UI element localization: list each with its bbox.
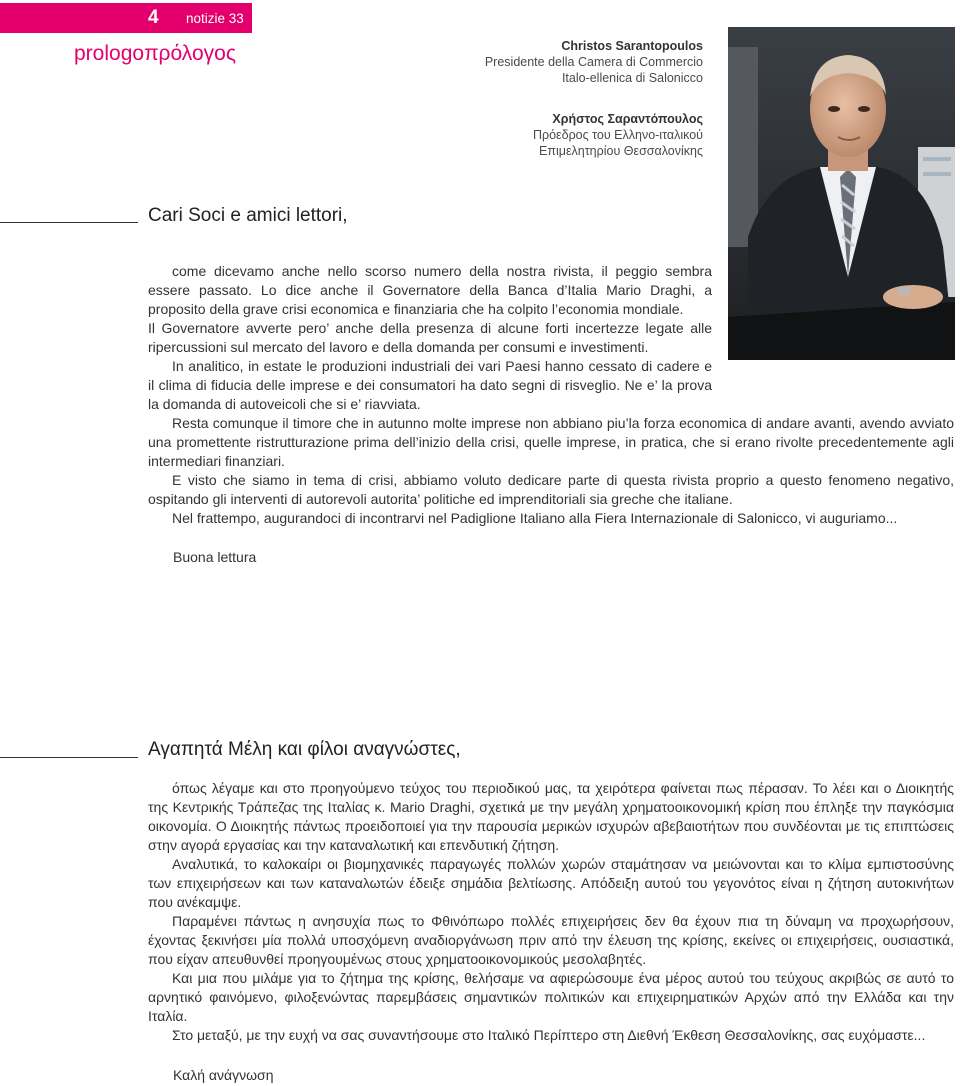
magazine-name: notizie 33 — [186, 11, 244, 26]
signature-greek — [533, 111, 703, 159]
paragraph-it-6: Nel frattempo, augurandoci di incontrarvi nel Padiglione Italiano alla Fiera Internazionale di Salonicco, vi auguriamo... — [172, 510, 898, 526]
header-tab — [0, 3, 252, 33]
paragraph-gr-5: Στο μεταξύ, με την ευχή να σας συναντήσουμε στο Ιταλικό Περίπτερο στη Διεθνή Έκθεση Θεσσαλονίκης, σας ευχόμαστε... — [172, 1027, 926, 1043]
section-title-gr: πρόλογος — [144, 42, 236, 65]
paragraph-gr-2: Αναλυτικά, το καλοκαίρι οι βιομηχανικές παραγωγές πολλών χωρών σταμάτησαν να μειώνονται και το κλίμα εμπιστοσύνης των επιχειρήσεων και των καταναλωτών έδειξε σημάδια βελτίωσης. Απόδειξη αυτού του γεγονότος είναι η ζήτηση αυτοκινήτων που ανέκαμψε. — [148, 856, 954, 910]
closing-italian: Buona lettura — [173, 549, 257, 565]
letter-body-italian — [148, 262, 954, 528]
paragraph-it-2: Il Governatore avverte pero’ anche della presenza di alcune forti incertezze legate alle ripercussioni sul mercato del lavoro e della domanda per consumi e investimenti. — [148, 320, 712, 355]
paragraph-it-5: E visto che siamo in tema di crisi, abbiamo voluto dedicare parte di questa rivista proprio a questo fenomeno negativo, ospitando gli interventi di autorevoli autorita’ politiche ed imprenditoriali sia greche che italiane. — [148, 472, 954, 507]
greeting-italian: Cari Soci e amici lettori, — [148, 205, 348, 226]
signature-title-gr-line1: Πρόεδρος του Ελληνο-ιταλικού — [532, 128, 703, 142]
divider-rule-italian — [0, 222, 138, 223]
greeting-greek: Αγαπητά Μέλη και φίλοι αναγνώστες, — [148, 739, 461, 760]
signature-title-gr-line2: Επιμελητηρίου Θεσσαλονίκης — [539, 144, 703, 158]
section-title — [74, 42, 236, 66]
page-number: 4 — [148, 7, 159, 28]
signature-name-it: Christos Sarantopoulos — [561, 39, 703, 53]
paragraph-gr-1: όπως λέγαμε και στο προηγούμενο τεύχος του περιοδικού μας, τα χειρότερα φαίνεται πως πέρασαν. Το λέει και ο Διοικητής της Κεντρικής Τράπεζας της Ιταλίας κ. Mario Draghi, σχετικά με την μεγάλη χρηματοοικονομική κρίση που έπληξε την παγκόσμια οικονομία. Ο Διοικητής πάντως προειδοποιεί για την παρουσία μερικών ισχυρών αβεβαιοτήτων που συνδέονται με τις επιπτώσεις στην αγορά εργασίας και την καταναλωτική και επενδυτική ζήτηση. — [148, 780, 954, 853]
signature-italian — [485, 38, 703, 86]
signature-name-gr: Χρήστος Σαραντόπουλος — [552, 112, 703, 126]
paragraph-it-4: Resta comunque il timore che in autunno molte imprese non abbiano piu’la forza economica di andare avanti, avendo avviato una promettente ristrutturazione prima dell’inizio della crisi, quelle imprese, in pratica, che si erano rivolte precedentemente agli intermediari finanziari. — [148, 415, 954, 469]
paragraph-gr-3: Παραμένει πάντως η ανησυχία πως το Φθινόπωρο πολλές επιχειρήσεις δεν θα έχουν πια τη δύναμη να προχωρήσουν, έχοντας ξεκινήσει μία πολλά υποσχόμενη αναδιοργάνωση πριν από την έλευση της κρίσης, εκείνες οι επιχειρήσεις, ουσιαστικά, που είχαν απευθυνθεί προηγουμένως στους χρηματοοικονομικούς μεσολαβητές. — [148, 913, 954, 967]
section-title-it: prologo — [74, 42, 145, 65]
signature-title-it-line1: Presidente della Camera di Commercio — [484, 55, 703, 69]
signature-title-it-line2: Italo-ellenica di Salonicco — [561, 71, 703, 85]
paragraph-gr-4: Και μια που μιλάμε για το ζήτημα της κρίσης, θελήσαμε να αφιερώσουμε ένα μέρος αυτού του τεύχους ακριβώς σε αυτό το αρνητικό φαινόμενο, φιλοξενώντας παρεμβάσεις σημαντικών πολιτικών και επιχειρηματικών Αρχών από την Ελλάδα και την Ιταλία. — [148, 970, 954, 1024]
closing-greek: Καλή ανάγνωση — [173, 1067, 274, 1083]
letter-body-greek — [148, 779, 954, 1045]
divider-rule-greek — [0, 757, 138, 758]
paragraph-it-3: In analitico, in estate le produzioni industriali dei vari Paesi hanno cessato di cadere e il clima di fiducia delle imprese e dei consumatori ha dato segni di risveglio. Ne e’ la prova la domanda di autoveicoli che si e’ riavviata. — [148, 358, 712, 412]
paragraph-it-1: come dicevamo anche nello scorso numero della nostra rivista, il peggio sembra essere passato. Lo dice anche il Governatore della Banca d’Italia Mario Draghi, a proposito della grave crisi economica e finanziaria che ha colpito l’economia mondiale. — [148, 263, 712, 317]
